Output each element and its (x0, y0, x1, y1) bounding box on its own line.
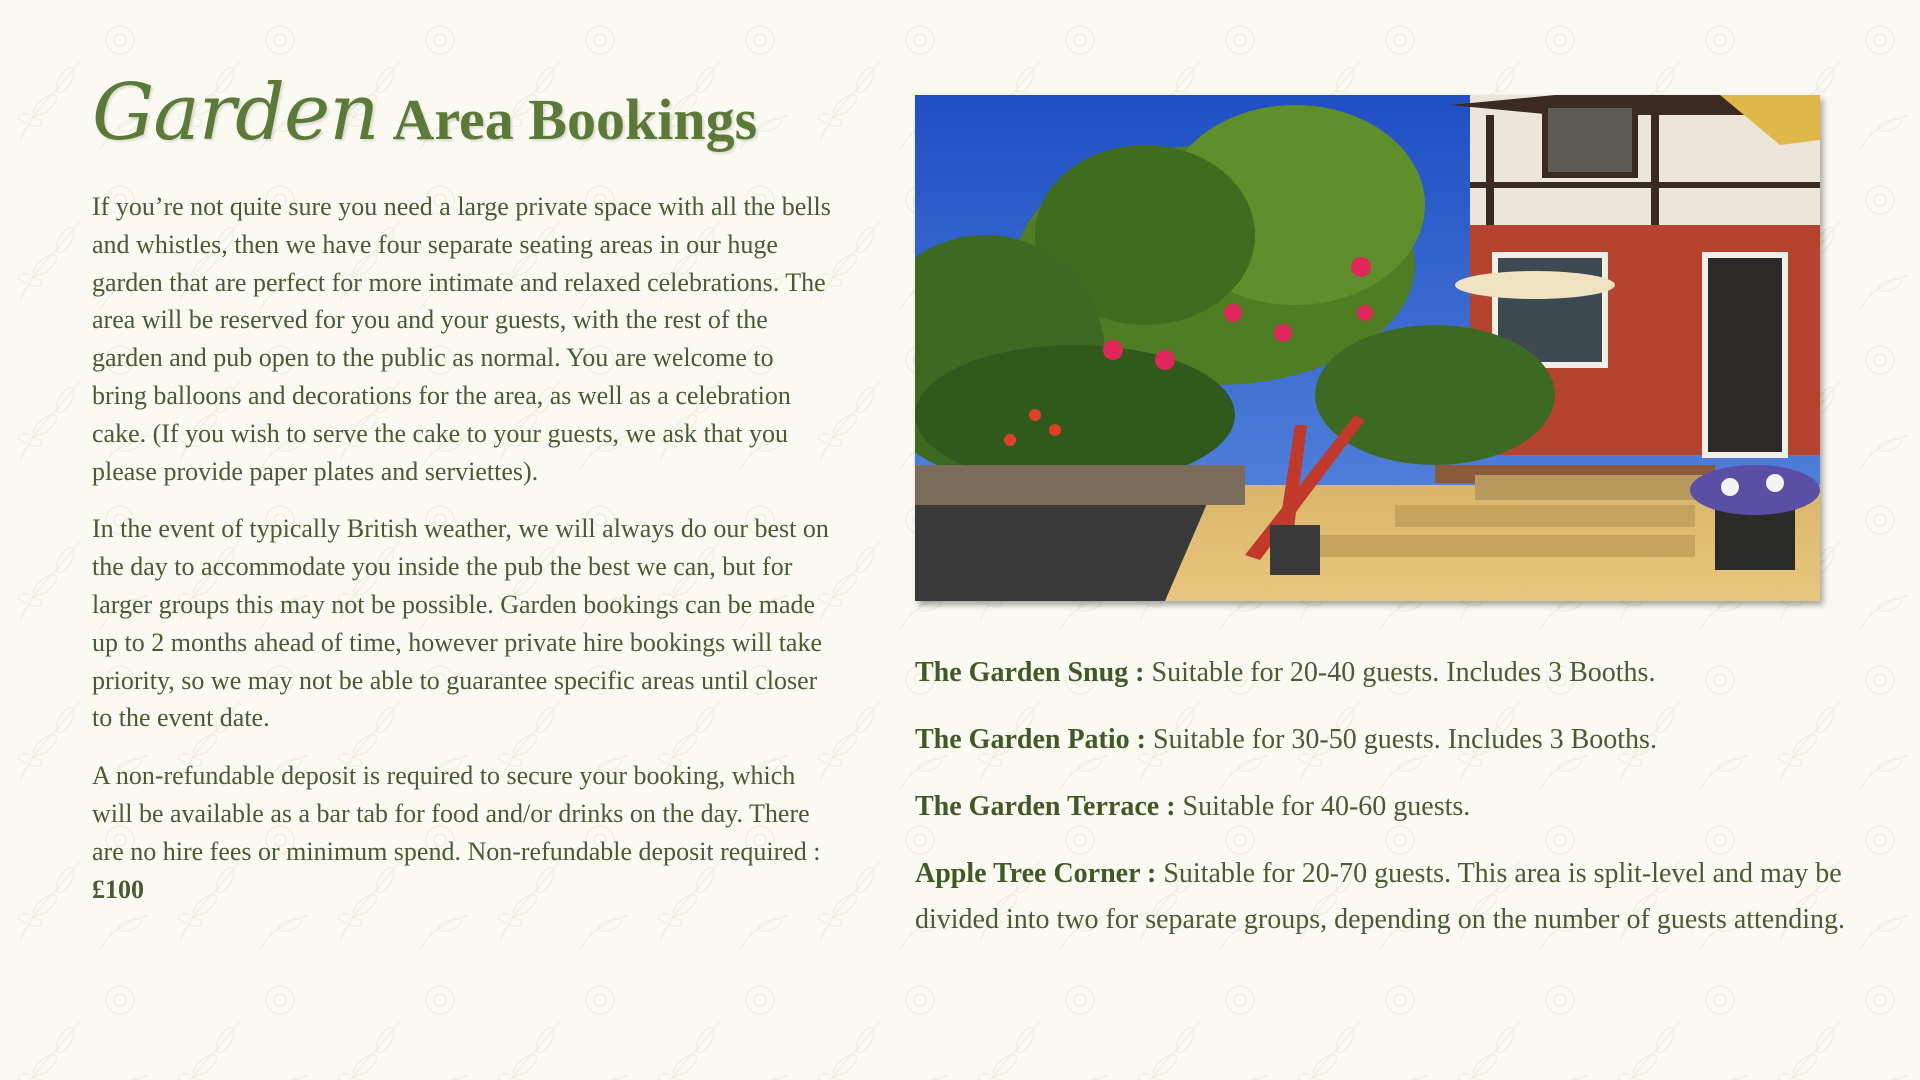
deposit-paragraph (92, 757, 832, 908)
page-title (92, 68, 832, 158)
area-item-garden-patio (915, 717, 1845, 763)
area-description: Suitable for 20-70 guests. This area is split-level and may be divided into two for separate groups, depending on the number of guests attending. (915, 858, 1846, 935)
intro-paragraph: If you’re not quite sure you need a large private space with all the bells and whistles, then we have four separate seating areas in our huge garden that are perfect for more intimate and relaxed celebrations. The area will be reserved for you and your guests, with the rest of the garden and pub open to the public as normal. You are welcome to bring balloons and decorations for the area, as well as a celebration cake. (If you wish to serve the cake to your guests, we ask that you please provide paper plates and serviettes). (92, 192, 831, 486)
weather-paragraph: In the event of typically British weather, we will always do our best on the day to accommodate you inside the pub the best we can, but for larger groups this may not be possible. Garden bookings can be made up to 2 months ahead of time, however private hire bookings will take priority, so we may not be able to guarantee specific areas until closer to the event date. (92, 514, 829, 733)
area-name: Apple Tree Corner : (915, 858, 1157, 889)
area-item-garden-terrace (915, 784, 1845, 830)
area-description: Suitable for 40-60 guests. (1182, 791, 1471, 822)
intro-column (92, 68, 832, 928)
title-main-words: Area Bookings (392, 87, 758, 152)
title-script-word: Garden (92, 68, 379, 158)
garden-photo (915, 95, 1820, 601)
area-item-apple-tree-corner (915, 851, 1845, 943)
area-item-garden-snug (915, 650, 1845, 696)
area-name: The Garden Terrace : (915, 791, 1176, 822)
area-name: The Garden Patio : (915, 724, 1146, 755)
area-name: The Garden Snug : (915, 657, 1145, 688)
deposit-amount: £100 (92, 874, 144, 904)
garden-areas-list (915, 650, 1845, 964)
area-description: Suitable for 30-50 guests. Includes 3 Booths. (1153, 724, 1657, 755)
deposit-text: A non-refundable deposit is required to secure your booking, which will be available as a bar tab for food and/or drinks on the day. There are no hire fees or minimum spend. Non-refundable deposit required : (92, 761, 821, 866)
area-description: Suitable for 20-40 guests. Includes 3 Booths. (1151, 657, 1656, 688)
